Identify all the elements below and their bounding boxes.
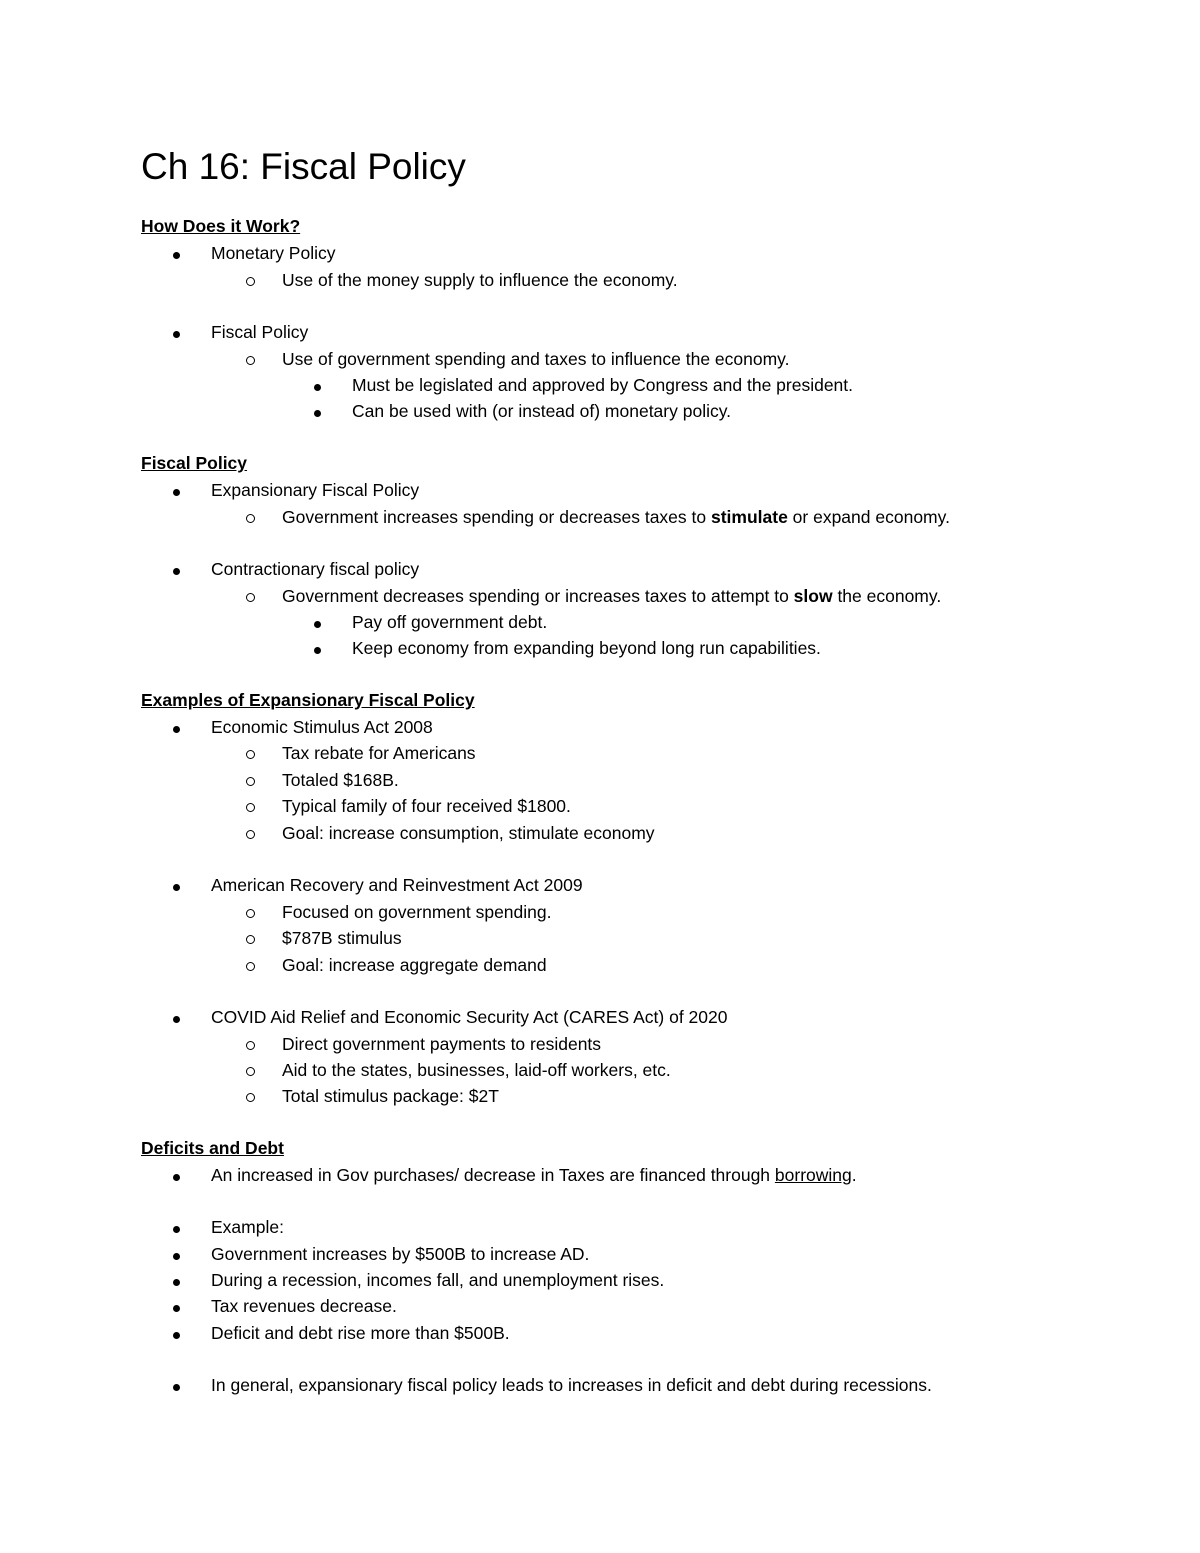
list-item (211, 320, 308, 344)
bullet-dot-icon (173, 1321, 180, 1345)
bullet-circle-icon (246, 1032, 255, 1056)
sub-sub-list-item (352, 399, 731, 423)
list-item-text: In general, expansionary fiscal policy leads to increases in deficit and debt during recessions. (211, 1375, 932, 1395)
sub-list-item (282, 794, 571, 818)
list-item (211, 715, 433, 739)
bullet-dot-icon (173, 320, 180, 344)
sub-list-item (282, 900, 551, 924)
list-item-text: An increased in Gov purchases/ decrease in Taxes are financed through (211, 1165, 775, 1185)
bullet-dot-icon (173, 873, 180, 897)
bullet-dot-icon (173, 241, 180, 265)
bullet-circle-icon (246, 268, 255, 292)
sub-list-item (282, 953, 547, 977)
section-heading-deficits-and-debt: Deficits and Debt (141, 1138, 284, 1158)
list-item (211, 873, 583, 897)
page-title: Ch 16: Fiscal Policy (141, 146, 466, 187)
sub-list-item-text: Aid to the states, businesses, laid-off workers, etc. (282, 1060, 671, 1080)
sub-list-item-text-end: or expand economy. (787, 507, 950, 527)
sub-sub-list-item-text: Can be used with (or instead of) monetary policy. (352, 401, 732, 421)
bullet-circle-icon (246, 821, 255, 845)
list-item (211, 1242, 589, 1266)
list-item (211, 1163, 857, 1187)
list-item-text: Fiscal Policy (211, 322, 309, 342)
sub-list-item (282, 505, 950, 529)
sub-list-item-text: Total stimulus package: $2T (282, 1086, 499, 1106)
list-item-text: During a recession, incomes fall, and unemployment rises. (211, 1270, 665, 1290)
bullet-dot-icon (173, 478, 180, 502)
bullet-circle-icon (246, 741, 255, 765)
sub-list-item-text: Goal: increase consumption, stimulate economy (282, 823, 655, 843)
sub-sub-list-item (352, 610, 547, 634)
section-heading-fiscal-policy: Fiscal Policy (141, 453, 248, 473)
sub-sub-list-item-text: Keep economy from expanding beyond long run capabilities. (352, 638, 821, 658)
list-item-text: Contractionary fiscal policy (211, 559, 420, 579)
bullet-dot-icon (173, 1242, 180, 1266)
sub-list-item-text-end: the economy. (832, 586, 942, 606)
sub-list-item (282, 1084, 499, 1108)
sub-list-item-text: Use of the money supply to influence the economy. (282, 270, 678, 290)
bullet-dot-icon (314, 373, 321, 397)
bullet-circle-icon (246, 1084, 255, 1108)
section-heading-examples: Examples of Expansionary Fiscal Policy (141, 690, 475, 710)
bullet-circle-icon (246, 584, 255, 608)
sub-list-item-text: Direct government payments to residents (282, 1034, 602, 1054)
list-item (211, 1321, 510, 1345)
list-item-text: Economic Stimulus Act 2008 (211, 717, 433, 737)
sub-list-item (282, 268, 678, 292)
list-item (211, 1373, 932, 1397)
bullet-circle-icon (246, 794, 255, 818)
bullet-circle-icon (246, 926, 255, 950)
bullet-circle-icon (246, 768, 255, 792)
bullet-dot-icon (314, 636, 321, 660)
list-item-text-end: . (851, 1165, 857, 1185)
list-item-text: American Recovery and Reinvestment Act 2009 (211, 875, 583, 895)
list-item (211, 1294, 397, 1318)
bullet-circle-icon (246, 953, 255, 977)
sub-list-item-text: Focused on government spending. (282, 902, 552, 922)
sub-sub-list-item (352, 373, 853, 397)
sub-list-item-text: Tax rebate for Americans (282, 743, 476, 763)
bullet-circle-icon (246, 347, 255, 371)
list-item-text: Government increases by $500B to increase AD. (211, 1244, 590, 1264)
sub-list-item-text: Use of government spending and taxes to influence the economy. (282, 349, 790, 369)
sub-sub-list-item (352, 636, 821, 660)
sub-list-item (282, 741, 476, 765)
sub-sub-list-item-text: Must be legislated and approved by Congress and the president. (352, 375, 854, 395)
bullet-circle-icon (246, 505, 255, 529)
list-item (211, 1005, 727, 1029)
list-item (211, 478, 419, 502)
bullet-dot-icon (173, 557, 180, 581)
list-item-text: Monetary Policy (211, 243, 336, 263)
sub-list-item (282, 584, 941, 608)
sub-list-item-text: Goal: increase aggregate demand (282, 955, 547, 975)
list-item-text: Example: (211, 1217, 284, 1237)
bold-term: stimulate (710, 507, 788, 527)
sub-list-item (282, 1032, 601, 1056)
bullet-dot-icon (173, 1215, 180, 1239)
bullet-dot-icon (173, 1005, 180, 1029)
sub-list-item (282, 821, 655, 845)
list-item (211, 1215, 284, 1239)
bold-term: slow (793, 586, 833, 606)
list-item-text: Expansionary Fiscal Policy (211, 480, 420, 500)
list-item-text: COVID Aid Relief and Economic Security Act (CARES Act) of 2020 (211, 1007, 728, 1027)
sub-list-item (282, 926, 402, 950)
sub-sub-list-item-text: Pay off government debt. (352, 612, 548, 632)
bullet-dot-icon (314, 610, 321, 634)
bullet-dot-icon (173, 1163, 180, 1187)
sub-list-item-text: $787B stimulus (282, 928, 402, 948)
sub-list-item-text: Typical family of four received $1800. (282, 796, 571, 816)
bullet-circle-icon (246, 900, 255, 924)
section-heading-how-does-it-work: How Does it Work? (141, 216, 301, 236)
sub-list-item-text: Government decreases spending or increases taxes to attempt to (282, 586, 794, 606)
bullet-circle-icon (246, 1058, 255, 1082)
underlined-term: borrowing (774, 1165, 852, 1185)
sub-list-item (282, 347, 790, 371)
sub-list-item (282, 768, 399, 792)
list-item (211, 557, 419, 581)
sub-list-item (282, 1058, 671, 1082)
bullet-dot-icon (314, 399, 321, 423)
sub-list-item-text: Government increases spending or decreases taxes to (282, 507, 711, 527)
list-item (211, 241, 336, 265)
bullet-dot-icon (173, 1373, 180, 1397)
bullet-dot-icon (173, 1294, 180, 1318)
bullet-dot-icon (173, 715, 180, 739)
list-item-text: Deficit and debt rise more than $500B. (211, 1323, 510, 1343)
sub-list-item-text: Totaled $168B. (282, 770, 399, 790)
bullet-dot-icon (173, 1268, 180, 1292)
list-item-text: Tax revenues decrease. (211, 1296, 397, 1316)
list-item (211, 1268, 664, 1292)
